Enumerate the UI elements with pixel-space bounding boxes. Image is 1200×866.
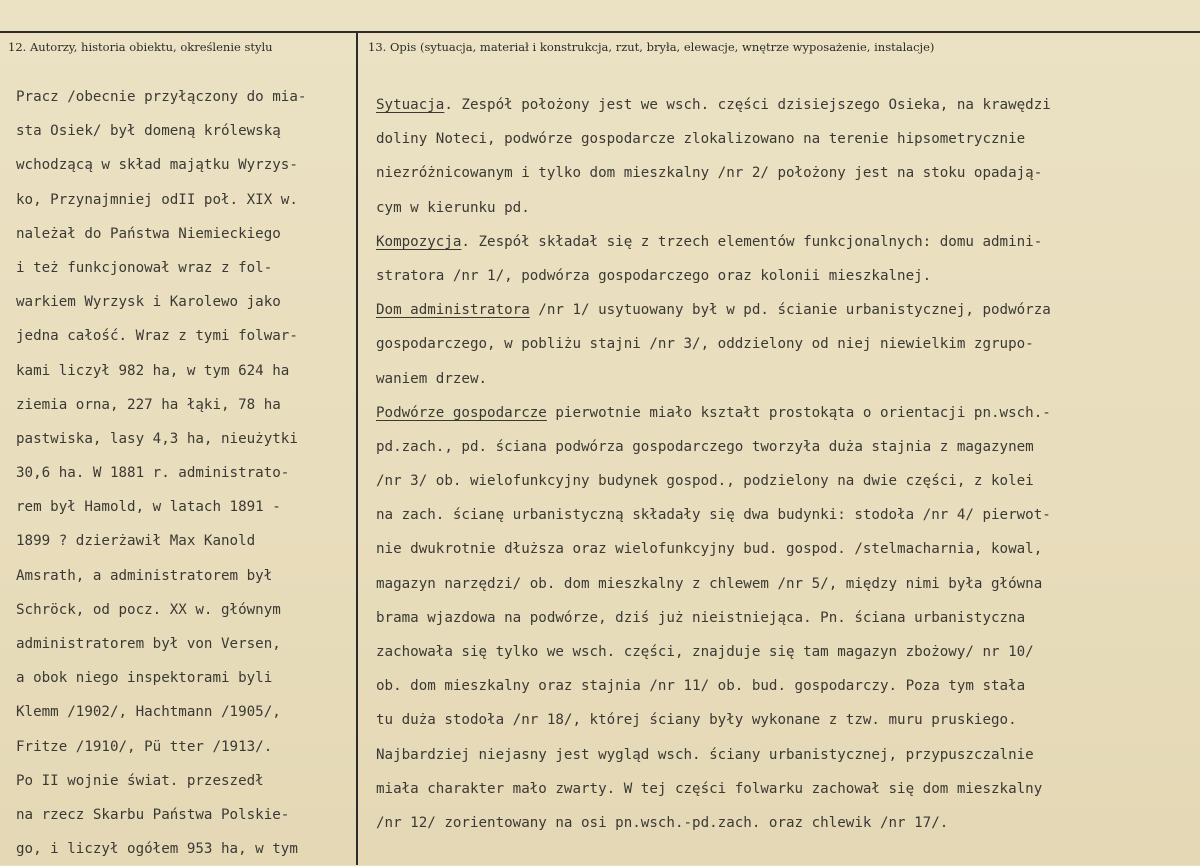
- history-text-line: Klemm /1902/, Hachtmann /1905/,: [16, 704, 281, 721]
- description-text-line: [376, 532, 1051, 566]
- description-text: ob. dom mieszkalny oraz stajnia /nr 11/ ob. bud. gospodarczy. Poza tym stała: [376, 678, 1026, 695]
- description-text-line: [376, 772, 1051, 806]
- history-text-line: 1899 ? dzierżawił Max Kanold: [16, 533, 256, 550]
- description-text: . Zespół składał się z trzech elementów funkcjonalnych: domu admini-: [461, 233, 1043, 250]
- description-text-line: [376, 498, 1051, 532]
- description-text-line: [376, 259, 1051, 293]
- history-text-line: należał do Państwa Niemieckiego: [16, 225, 281, 242]
- history-text-line: wchodzącą w skład majątku Wyrzys-: [16, 157, 298, 174]
- section-heading: Sytuacja: [376, 97, 445, 113]
- history-text-line: a obok niego inspektorami byli: [16, 670, 273, 687]
- description-text: doliny Noteci, podwórze gospodarcze zlokalizowano na terenie hipsometrycznie: [376, 131, 1026, 148]
- history-text-line: Amsrath, a administratorem był: [16, 567, 273, 584]
- description-text: magazyn narzędzi/ ob. dom mieszkalny z chlewem /nr 5/, między nimi była główna: [376, 575, 1043, 592]
- history-text-line: go, i liczył ogółem 953 ha, w tym: [16, 841, 298, 858]
- description-text: miała charakter mało zwarty. W tej części folwarku zachował się dom mieszkalny: [376, 780, 1043, 797]
- description-text: cym w kierunku pd.: [376, 199, 530, 216]
- history-text-line: Po II wojnie świat. przeszedł: [16, 772, 264, 789]
- header-divider: [0, 31, 1200, 33]
- description-text: /nr 1/ usytuowany był w pd. ścianie urbanistycznej, podwórza: [529, 302, 1051, 319]
- history-text-line: kami liczył 982 ha, w tym 624 ha: [16, 362, 290, 379]
- history-text-line: i też funkcjonował wraz z fol-: [16, 259, 273, 276]
- history-text-line: Pracz /obecnie przyłączony do mia-: [16, 89, 307, 105]
- description-text: pierwotnie miało kształt prostokąta o orientacji pn.wsch.-: [546, 404, 1051, 421]
- description-text: waniem drzew.: [376, 370, 488, 387]
- description-text-line: [376, 122, 1051, 156]
- description-text-line: [376, 430, 1051, 464]
- description-text: pd.zach., pd. ściana podwórza gospodarczego tworzyła duża stajnia z magazynem: [376, 438, 1034, 455]
- description-text: tu duża stodoła /nr 18/, której ściany były wykonane z tzw. muru pruskiego.: [376, 712, 1017, 729]
- history-text-line: na rzecz Skarbu Państwa Polskie-: [16, 806, 290, 823]
- history-text-line: administratorem był von Versen,: [16, 636, 281, 652]
- history-text-line: warkiem Wyrzysk i Karolewo jako: [16, 294, 281, 311]
- description-text-column: [376, 88, 1051, 840]
- description-text: zachowała się tylko we wsch. części, znajduje się tam magazyn zbożowy/ nr 10/: [376, 644, 1034, 660]
- history-text-line: jedna całość. Wraz z tymi folwar-: [16, 328, 298, 345]
- description-text: Najbardziej niejasny jest wygląd wsch. ściany urbanistycznej, przypuszczalnie: [376, 746, 1034, 763]
- description-text-line: [376, 703, 1051, 737]
- description-text: niezróżnicowanym i tylko dom mieszkalny /nr 2/ położony jest na stoku opadają-: [376, 165, 1043, 182]
- description-text-line: [376, 601, 1051, 635]
- history-text-line: 30,6 ha. W 1881 r. administrato-: [16, 465, 290, 482]
- description-text: gospodarczego, w pobliżu stajni /nr 3/, oddzielony od niej niewielkim zgrupo-: [376, 336, 1034, 353]
- section-heading: Podwórze gospodarcze: [376, 404, 547, 421]
- description-text-line: [376, 806, 1051, 840]
- history-text-line: ko, Przynajmniej odII poł. XIX w.: [16, 191, 298, 208]
- description-text-line: [376, 225, 1051, 259]
- description-text-line: [376, 362, 1051, 396]
- description-text: na zach. ścianę urbanistyczną składały się dwa budynki: stodoła /nr 4/ pierwot-: [376, 507, 1051, 524]
- description-text-line: [376, 191, 1051, 225]
- description-text-line: [376, 669, 1051, 703]
- description-text-line: [376, 396, 1051, 430]
- description-text-line: [376, 88, 1051, 122]
- right-column-header: 13. Opis (sytuacja, materiał i konstrukcja, rzut, bryła, elewacje, wnętrze wyposażenie, instalacje): [368, 40, 935, 54]
- column-divider: [356, 33, 358, 865]
- description-text-line: [376, 738, 1051, 772]
- history-text-line: ziemia orna, 227 ha łąki, 78 ha: [16, 396, 281, 413]
- section-heading: Kompozycja: [376, 233, 462, 250]
- description-text: /nr 12/ zorientowany na osi pn.wsch.-pd.zach. oraz chlewik /nr 17/.: [376, 814, 949, 831]
- description-text: . Zespół położony jest we wsch. części dzisiejszego Osieka, na krawędzi: [444, 97, 1051, 113]
- description-text-line: [376, 293, 1051, 327]
- history-text-line: sta Osiek/ był domeną królewską: [16, 123, 281, 140]
- description-text-line: [376, 635, 1051, 669]
- description-text-line: [376, 567, 1051, 601]
- description-text-line: [376, 464, 1051, 498]
- description-text: brama wjazdowa na podwórze, dziś już nieistniejąca. Pn. ściana urbanistyczna: [376, 609, 1026, 626]
- description-text-line: [376, 156, 1051, 190]
- description-text: nie dwukrotnie dłuższa oraz wielofunkcyjny bud. gospod. /stelmacharnia, kowal,: [376, 541, 1043, 558]
- description-text: stratora /nr 1/, podwórza gospodarczego oraz kolonii mieszkalnej.: [376, 267, 932, 284]
- history-text-line: rem był Hamold, w latach 1891 -: [16, 499, 281, 516]
- description-text: /nr 3/ ob. wielofunkcyjny budynek gospod., podzielony na dwie części, z kolei: [376, 473, 1034, 490]
- history-text-line: pastwiska, lasy 4,3 ha, nieużytki: [16, 430, 298, 447]
- left-column-header: 12. Autorzy, historia obiektu, określenie stylu: [8, 40, 273, 54]
- history-text-line: Fritze /1910/, Pü tter /1913/.: [16, 738, 273, 755]
- section-heading: Dom administratora: [376, 302, 530, 319]
- description-text-line: [376, 327, 1051, 361]
- history-text-line: Schröck, od pocz. XX w. głównym: [16, 601, 281, 618]
- history-text-column: [16, 80, 306, 866]
